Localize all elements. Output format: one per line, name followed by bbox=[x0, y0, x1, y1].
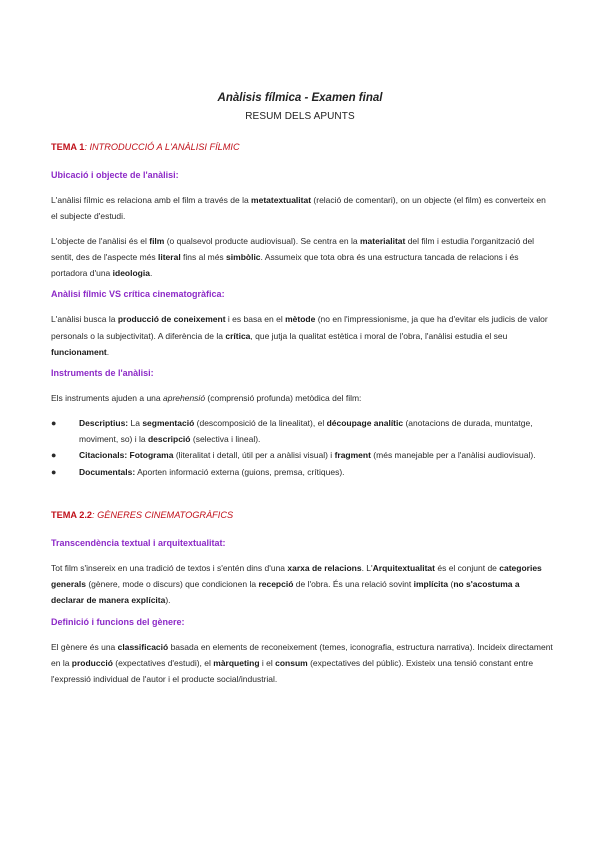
paragraph: L'anàlisi busca la producció de coneixement i es basa en el mètode (no en l'impressionisme, ja que ha d'evitar els judicis de valor personals o la subjectivitat). A diferència de la crítica, que jutja la qualitat estètica i moral de l'obra, l'anàlisi estudia el seu funcionament. bbox=[51, 314, 548, 358]
bullet-list bbox=[51, 415, 553, 480]
paragraph: Els instruments ajuden a una aprehensió (comprensió profunda) metòdica del film: bbox=[51, 393, 362, 404]
paragraph: L'objecte de l'anàlisi és el film (o qualsevol producte audiovisual). Se centra en la materialitat del film i estudia l'organització del sentit, des de l'aspecte més literal fins al més simbòlic. Assumeix que tota obra és una estructura tancada de relacions i és portadora d'una ideologia. bbox=[51, 235, 535, 279]
section-heading-tema1 bbox=[51, 142, 553, 152]
paragraph: Tot film s'insereix en una tradició de textos i s'entén dins d'una xarxa de relacions. L'Arquitextualitat és el conjunt de categories generals (gènere, mode o discurs) que condicionen la recepció de l'obra. És una relació sovint implícita (no s'acostuma a declarar de manera explícita). bbox=[51, 562, 542, 606]
subsection-heading: Anàlisi fílmic VS crítica cinematogràfica: bbox=[51, 289, 225, 300]
bullet-icon: ● bbox=[51, 466, 57, 477]
section-heading-tema2 bbox=[51, 510, 553, 520]
tema-number: TEMA 2.2 bbox=[51, 509, 93, 520]
document-subtitle: RESUM DELS APUNTS bbox=[245, 111, 355, 122]
subsection-heading: Ubicació i objecte de l'anàlisi: bbox=[51, 170, 179, 180]
document-title: Anàlisis fílmica - Examen final bbox=[217, 92, 383, 104]
paragraph: El gènere és una classificació basada en elements de reconeixement (temes, iconografia, estructura narrativa). Incideix directament en la producció (expectatives d'estudi), el màrqueting i el consum (expectatives del públic). Existeix una tensió constant entre l'expressió individual de l'autor i el producte social/industrial. bbox=[51, 641, 553, 685]
bullet-icon: ● bbox=[51, 450, 57, 461]
tema-number: TEMA 1 bbox=[51, 142, 85, 152]
subsection-heading: Definició i funcions del gènere: bbox=[51, 616, 185, 627]
list-item: ● Descriptius: La segmentació (descomposició de la linealitat), el découpage analític (anotacions de durada, muntatge, moviment, so) i la descripció (selectiva i lineal). bbox=[51, 415, 553, 448]
list-item: ● Documentals: Aporten informació externa (guions, premsa, crítiques). bbox=[51, 464, 553, 480]
paragraph: L'anàlisi fílmic es relaciona amb el film a través de la metatextualitat (relació de comentari), on un objecte (el film) es converteix en el subjecte d'estudi. bbox=[51, 195, 546, 222]
subsection-heading: Instruments de l'anàlisi: bbox=[51, 368, 154, 379]
tema-title: : INTRODUCCIÓ A L'ANÀLISI FÍLMIC bbox=[84, 142, 240, 152]
list-item: ● Citacionals: Fotograma (literalitat i detall, útil per a anàlisi visual) i fragment (més manejable per a l'anàlisi audiovisual). bbox=[51, 447, 553, 463]
tema-title: : GÈNERES CINEMATOGRÀFICS bbox=[92, 509, 234, 520]
document-body bbox=[51, 142, 553, 696]
subsection-heading: Transcendència textual i arquitextualitat: bbox=[51, 537, 226, 548]
bullet-icon: ● bbox=[51, 417, 57, 428]
